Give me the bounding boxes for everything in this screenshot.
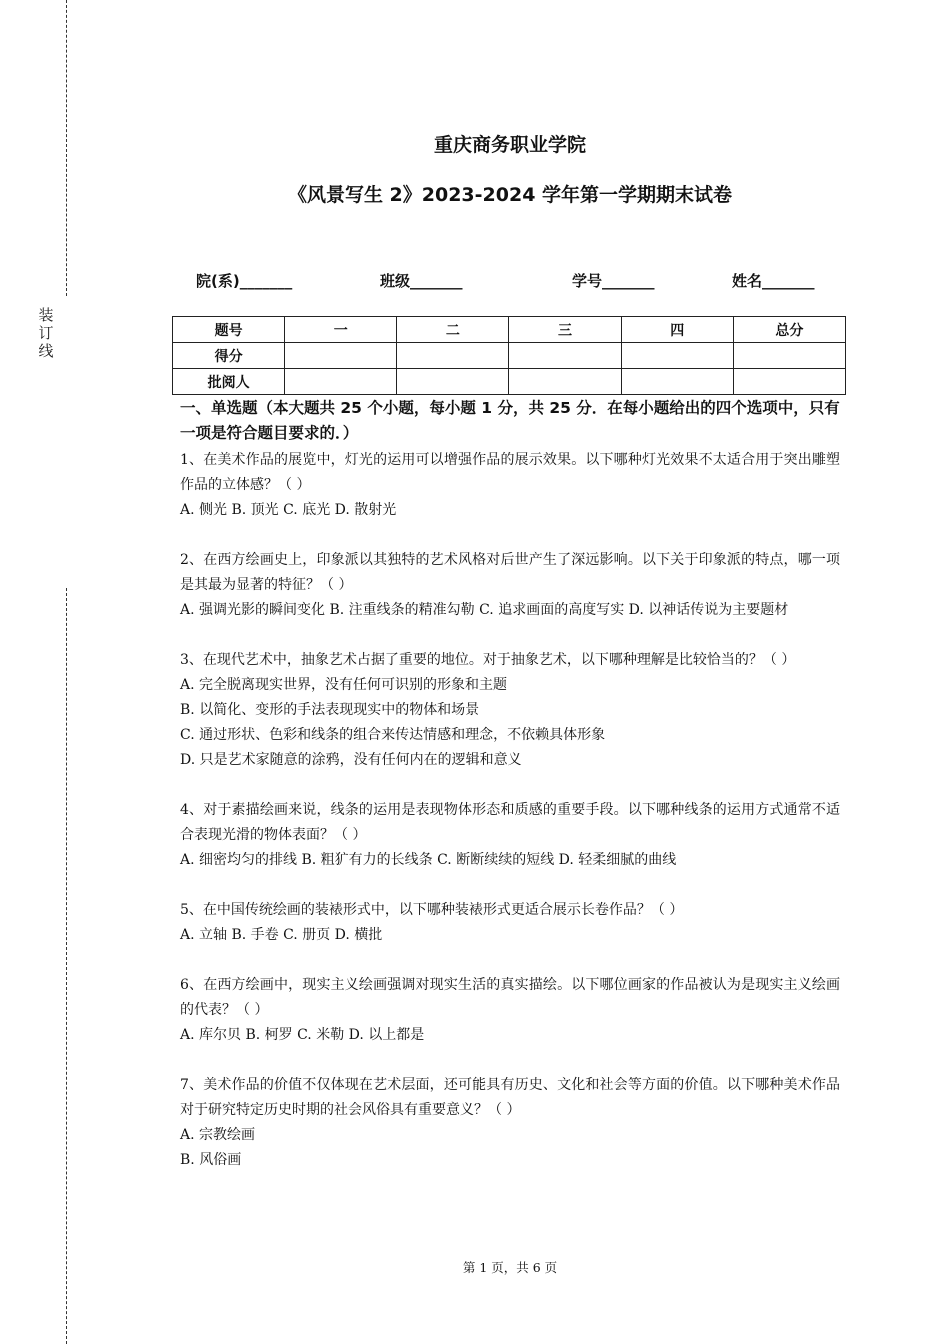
question-1 <box>180 448 840 523</box>
score-table-cell <box>733 343 845 369</box>
score-table-header-row <box>173 317 846 343</box>
score-table-header-cell: 三 <box>509 317 621 343</box>
question-stem: 7、美术作品的价值不仅体现在艺术层面，还可能具有历史、文化和社会等方面的价值。以下哪种美术作品对于研究特定历史时期的社会风俗具有重要意义？（ ） <box>180 1077 840 1118</box>
question-3 <box>180 648 840 773</box>
question-option-a: A. 宗教绘画 <box>180 1127 256 1143</box>
info-field-student-id: 学号_______ <box>572 272 655 290</box>
score-table-cell <box>397 343 509 369</box>
score-table-header-cell: 四 <box>621 317 733 343</box>
score-table-row-grader <box>173 369 846 395</box>
score-table-header-cell: 一 <box>285 317 397 343</box>
question-option-c: C. 通过形状、色彩和线条的组合来传达情感和理念，不依赖具体形象 <box>180 727 606 743</box>
score-table-row-label: 批阅人 <box>173 369 285 395</box>
question-stem: 6、在西方绘画中，现实主义绘画强调对现实生活的真实描绘。以下哪位画家的作品被认为是现实主义绘画的代表？（ ） <box>180 977 840 1018</box>
question-stem: 2、在西方绘画史上，印象派以其独特的艺术风格对后世产生了深远影响。以下关于印象派的特点，哪一项是其最为显著的特征？（ ） <box>180 552 840 593</box>
question-options: A. 强调光影的瞬间变化 B. 注重线条的精准勾勒 C. 追求画面的高度写实 D. 以神话传说为主要题材 <box>180 602 789 618</box>
school-name: 重庆商务职业学院 <box>433 134 586 156</box>
info-field-class: 班级_______ <box>380 272 463 290</box>
score-table-cell <box>285 369 397 395</box>
exam-title: 《风景写生 2》2023-2024 学年第一学期期末试卷 <box>287 184 733 206</box>
score-table-cell <box>397 369 509 395</box>
score-table-cell <box>509 369 621 395</box>
score-table-cell <box>285 343 397 369</box>
question-4 <box>180 798 840 873</box>
question-5 <box>180 898 840 948</box>
question-option-a: A. 完全脱离现实世界，没有任何可识别的形象和主题 <box>180 677 508 693</box>
score-table-row-label: 得分 <box>173 343 285 369</box>
binding-label: 装订线 <box>38 306 54 360</box>
exam-content <box>180 396 840 1198</box>
score-table-header-cell: 二 <box>397 317 509 343</box>
question-option-b: B. 风俗画 <box>180 1152 242 1168</box>
score-table <box>172 316 846 395</box>
question-stem: 4、对于素描绘画来说，线条的运用是表现物体形态和质感的重要手段。以下哪种线条的运用方式通常不适合表现光滑的物体表面？（ ） <box>180 802 840 843</box>
question-6 <box>180 973 840 1048</box>
score-table-cell <box>509 343 621 369</box>
section-heading: 一、单选题（本大题共 25 个小题，每小题 1 分，共 25 分．在每小题给出的四个选项中，只有一项是符合题目要求的．） <box>180 399 840 442</box>
info-field-department: 院(系)_______ <box>196 272 293 290</box>
page-footer: 第 1 页，共 6 页 <box>462 1260 558 1275</box>
question-7 <box>180 1073 840 1173</box>
question-options: A. 侧光 B. 顶光 C. 底光 D. 散射光 <box>180 502 397 518</box>
question-stem: 3、在现代艺术中，抽象艺术占据了重要的地位。对于抽象艺术，以下哪种理解是比较恰当的？（ ） <box>180 652 796 668</box>
question-options: A. 立轴 B. 手卷 C. 册页 D. 横批 <box>180 927 383 943</box>
score-table-header-cell: 总分 <box>733 317 845 343</box>
question-stem: 5、在中国传统绘画的装裱形式中，以下哪种装裱形式更适合展示长卷作品？（ ） <box>180 902 684 918</box>
score-table-cell <box>621 343 733 369</box>
question-2 <box>180 548 840 623</box>
score-table-row-score <box>173 343 846 369</box>
question-option-d: D. 只是艺术家随意的涂鸦，没有任何内在的逻辑和意义 <box>180 752 522 768</box>
score-table-header-cell: 题号 <box>173 317 285 343</box>
question-options: A. 细密均匀的排线 B. 粗犷有力的长线条 C. 断断续续的短线 D. 轻柔细腻的曲线 <box>180 852 677 868</box>
question-options: A. 库尔贝 B. 柯罗 C. 米勒 D. 以上都是 <box>180 1027 425 1043</box>
score-table-cell <box>621 369 733 395</box>
info-field-name: 姓名_______ <box>732 272 815 290</box>
question-option-b: B. 以简化、变形的手法表现现实中的物体和场景 <box>180 702 480 718</box>
binding-line-bottom <box>66 588 67 1344</box>
question-stem: 1、在美术作品的展览中，灯光的运用可以增强作品的展示效果。以下哪种灯光效果不太适合用于突出雕塑作品的立体感？（ ） <box>180 452 840 493</box>
score-table-cell <box>733 369 845 395</box>
